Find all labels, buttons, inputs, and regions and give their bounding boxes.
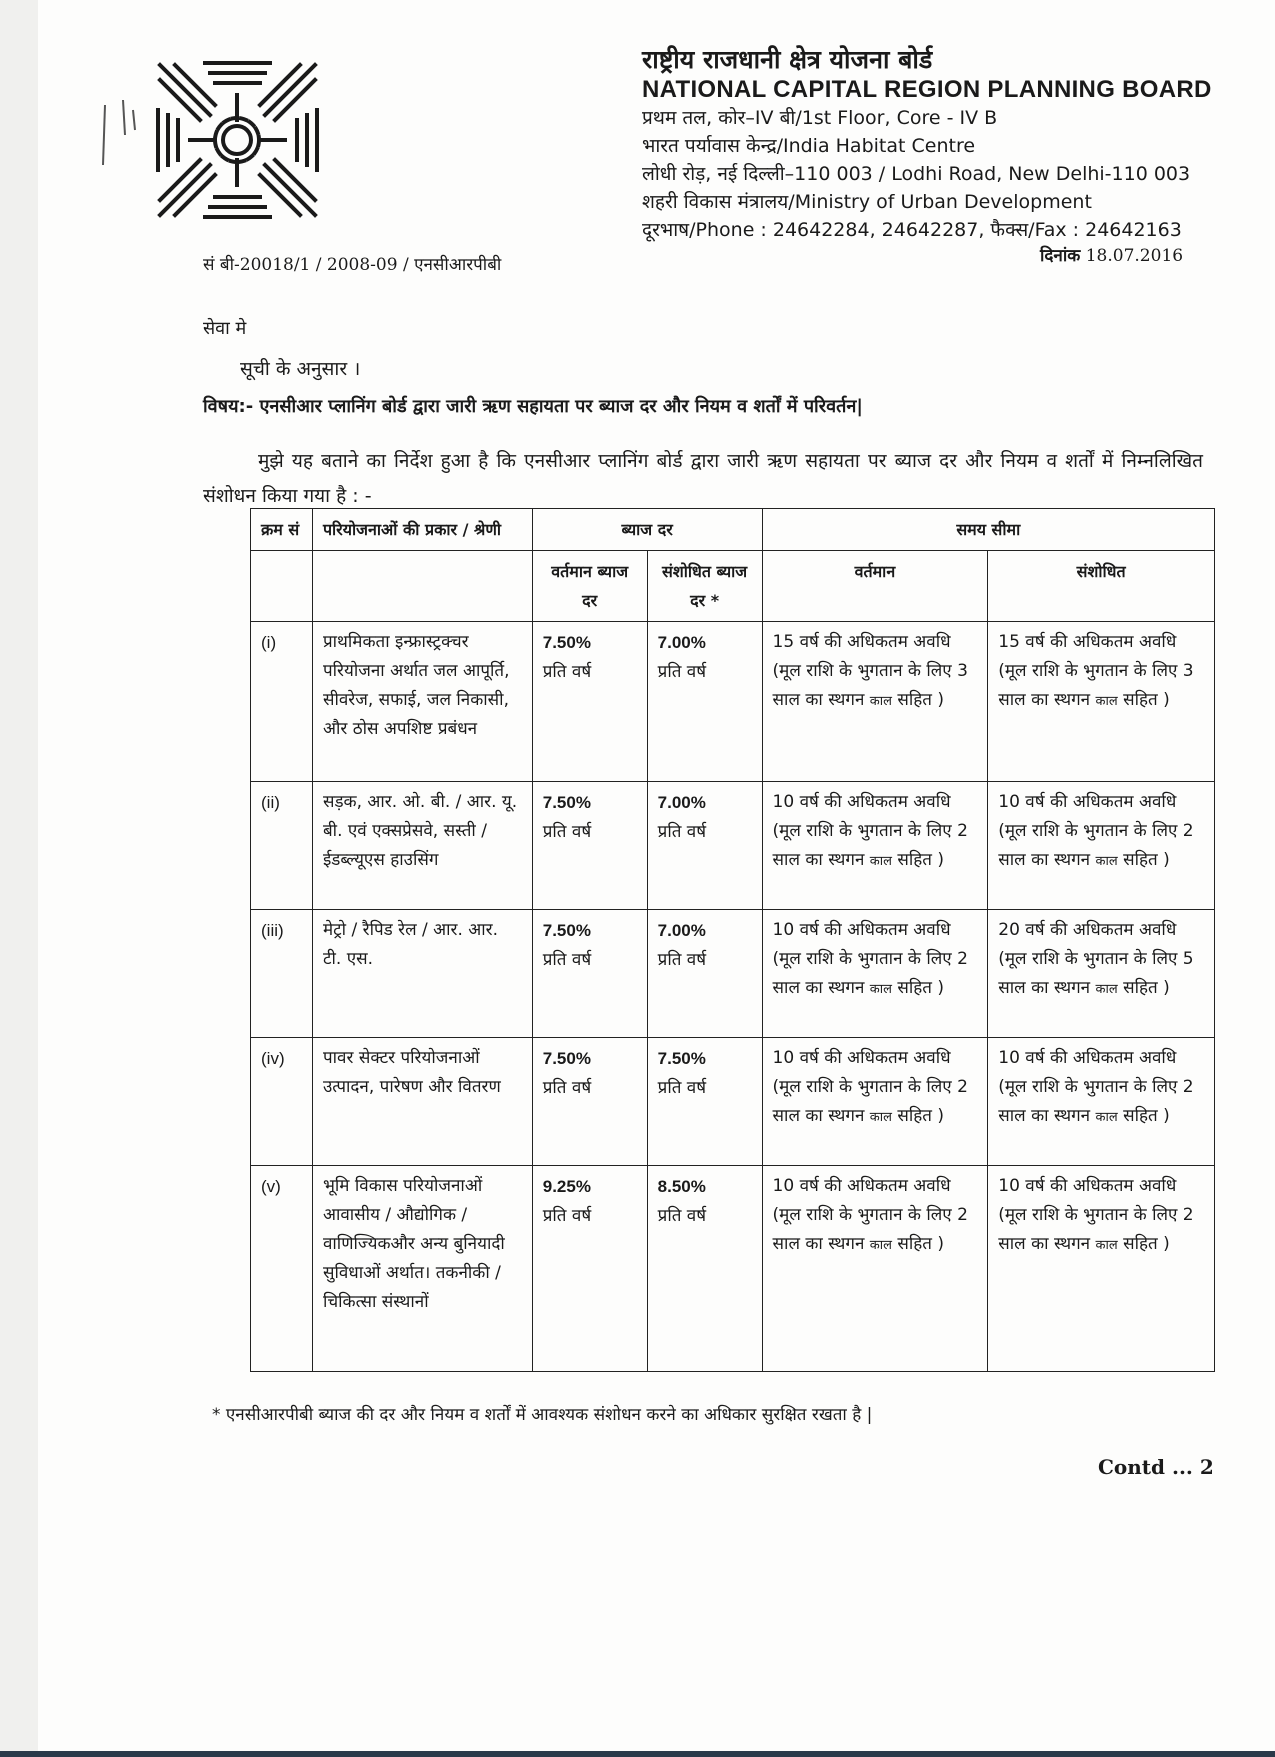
row-revised-rate: 7.00% प्रति वर्ष bbox=[647, 910, 762, 1038]
address-line-3: लोधी रोड़, नई दिल्ली–110 003 / Lodhi Road, New Delhi-110 003 bbox=[642, 163, 1191, 185]
reference-number: सं बी-20018/1 / 2008-09 / एनसीआरपीबी bbox=[203, 255, 502, 275]
interest-rate-table bbox=[250, 508, 1215, 1372]
table-subheader-row bbox=[251, 551, 1215, 622]
address-line-2: भारत पर्यावास केन्द्र/India Habitat Centre bbox=[642, 135, 976, 157]
row-revised-period: 10 वर्ष की अधिकतम अवधि (मूल राशि के भुगतान के लिए 2 साल का स्थगन काल सहित ) bbox=[988, 1166, 1215, 1372]
letterhead bbox=[642, 44, 1262, 244]
row-category: प्राथमिकता इन्फ्रास्ट्रक्चर परियोजना अर्थात जल आपूर्ति, सीवरेज, सफाई, जल निकासी, और ठोस अपशिष्ट प्रबंधन bbox=[312, 622, 532, 782]
row-revised-period: 20 वर्ष की अधिकतम अवधि (मूल राशि के भुगतान के लिए 5 साल का स्थगन काल सहित ) bbox=[988, 910, 1215, 1038]
row-current-rate: 7.50% प्रति वर्ष bbox=[532, 910, 647, 1038]
row-current-period: 15 वर्ष की अधिकतम अवधि (मूल राशि के भुगतान के लिए 3 साल का स्थगन काल सहित ) bbox=[762, 622, 988, 782]
row-category: सड़क, आर. ओ. बी. / आर. यू. बी. एवं एक्सप्रेसवे, सस्ती / ईडब्ल्यूएस हाउसिंग bbox=[312, 782, 532, 910]
subject-line: विषय:- एनसीआर प्लानिंग बोर्ड द्वारा जारी ऋण सहायता पर ब्याज दर और नियम व शर्तों में परिवर्तन| bbox=[203, 396, 863, 417]
row-current-rate: 7.50% प्रति वर्ष bbox=[532, 782, 647, 910]
letter-date bbox=[1040, 243, 1183, 266]
header-sno: क्रम सं bbox=[251, 509, 313, 551]
address-line-4: शहरी विकास मंत्रालय/Ministry of Urban Development bbox=[642, 191, 1092, 213]
org-name-hindi: राष्ट्रीय राजधानी क्षेत्र योजना बोर्ड bbox=[642, 45, 933, 74]
footnote: * एनसीआरपीबी ब्याज की दर और नियम व शर्तों में आवश्यक संशोधन करने का अधिकार सुरक्षित रखता है | bbox=[212, 1405, 873, 1425]
row-current-period: 10 वर्ष की अधिकतम अवधि (मूल राशि के भुगतान के लिए 2 साल का स्थगन काल सहित ) bbox=[762, 1166, 988, 1372]
scan-margin bbox=[0, 0, 38, 1757]
recipients: सूची के अनुसार । bbox=[240, 358, 361, 380]
header-revised-period: संशोधित bbox=[988, 551, 1215, 622]
body-paragraph: मुझे यह बताने का निर्देश हुआ है कि एनसीआर प्लानिंग बोर्ड द्वारा जारी ऋण सहायता पर ब्याज दर और नियम व शर्तों में निम्नलिखित संशोधन किया गया है : - bbox=[203, 450, 1203, 507]
ncrpb-logo-icon bbox=[150, 55, 325, 225]
row-sno: (i) bbox=[251, 622, 313, 782]
scan-bottom-edge bbox=[0, 1751, 1275, 1757]
header-revised-rate: संशोधित ब्याज दर * bbox=[647, 551, 762, 622]
contact-line: दूरभाष/Phone : 24642284, 24642287, फैक्स/Fax : 24642163 bbox=[642, 219, 1182, 241]
row-revised-period: 15 वर्ष की अधिकतम अवधि (मूल राशि के भुगतान के लिए 3 साल का स्थगन काल सहित ) bbox=[988, 622, 1215, 782]
row-revised-rate: 7.00% प्रति वर्ष bbox=[647, 782, 762, 910]
row-revised-period: 10 वर्ष की अधिकतम अवधि (मूल राशि के भुगतान के लिए 2 साल का स्थगन काल सहित ) bbox=[988, 1038, 1215, 1166]
table-row bbox=[251, 1166, 1215, 1372]
row-sno: (iii) bbox=[251, 910, 313, 1038]
row-current-rate: 7.50% प्रति वर्ष bbox=[532, 622, 647, 782]
header-category: परियोजनाओं की प्रकार / श्रेणी bbox=[312, 509, 532, 551]
row-current-period: 10 वर्ष की अधिकतम अवधि (मूल राशि के भुगतान के लिए 2 साल का स्थगन काल सहित ) bbox=[762, 1038, 988, 1166]
date-label: दिनांक bbox=[1040, 246, 1081, 266]
table-row bbox=[251, 622, 1215, 782]
date-value: 18.07.2016 bbox=[1085, 246, 1184, 266]
row-category: मेट्रो / रैपिड रेल / आर. आर. टी. एस. bbox=[312, 910, 532, 1038]
row-current-rate: 7.50% प्रति वर्ष bbox=[532, 1038, 647, 1166]
row-revised-rate: 8.50% प्रति वर्ष bbox=[647, 1166, 762, 1372]
header-interest-rate: ब्याज दर bbox=[532, 509, 762, 551]
header-current-rate: वर्तमान ब्याज दर bbox=[532, 551, 647, 622]
salutation: सेवा मे bbox=[203, 318, 247, 339]
scan-mark-icon bbox=[95, 95, 155, 175]
table-row bbox=[251, 910, 1215, 1038]
row-current-rate: 9.25% प्रति वर्ष bbox=[532, 1166, 647, 1372]
row-sno: (v) bbox=[251, 1166, 313, 1372]
row-current-period: 10 वर्ष की अधिकतम अवधि (मूल राशि के भुगतान के लिए 2 साल का स्थगन काल सहित ) bbox=[762, 782, 988, 910]
org-name-english: NATIONAL CAPITAL REGION PLANNING BOARD bbox=[642, 76, 1212, 103]
address-line-1: प्रथम तल, कोर–IV बी/1st Floor, Core - IV B bbox=[642, 107, 998, 129]
row-current-period: 10 वर्ष की अधिकतम अवधि (मूल राशि के भुगतान के लिए 2 साल का स्थगन काल सहित ) bbox=[762, 910, 988, 1038]
row-revised-rate: 7.00% प्रति वर्ष bbox=[647, 622, 762, 782]
row-sno: (iv) bbox=[251, 1038, 313, 1166]
row-sno: (ii) bbox=[251, 782, 313, 910]
row-category: पावर सेक्टर परियोजनाओं उत्पादन, पारेषण और वितरण bbox=[312, 1038, 532, 1166]
row-revised-rate: 7.50% प्रति वर्ष bbox=[647, 1038, 762, 1166]
header-time-limit: समय सीमा bbox=[762, 509, 1214, 551]
table-header-row bbox=[251, 509, 1215, 551]
continued-marker: Contd ... 2 bbox=[1098, 1455, 1214, 1479]
row-revised-period: 10 वर्ष की अधिकतम अवधि (मूल राशि के भुगतान के लिए 2 साल का स्थगन काल सहित ) bbox=[988, 782, 1215, 910]
table-row bbox=[251, 782, 1215, 910]
header-current-period: वर्तमान bbox=[762, 551, 988, 622]
table-row bbox=[251, 1038, 1215, 1166]
row-category: भूमि विकास परियोजनाओं आवासीय / औद्योगिक / वाणिज्यिकऔर अन्य बुनियादी सुविधाओं अर्थात। तकनीकी / चिकित्सा संस्थानों bbox=[312, 1166, 532, 1372]
